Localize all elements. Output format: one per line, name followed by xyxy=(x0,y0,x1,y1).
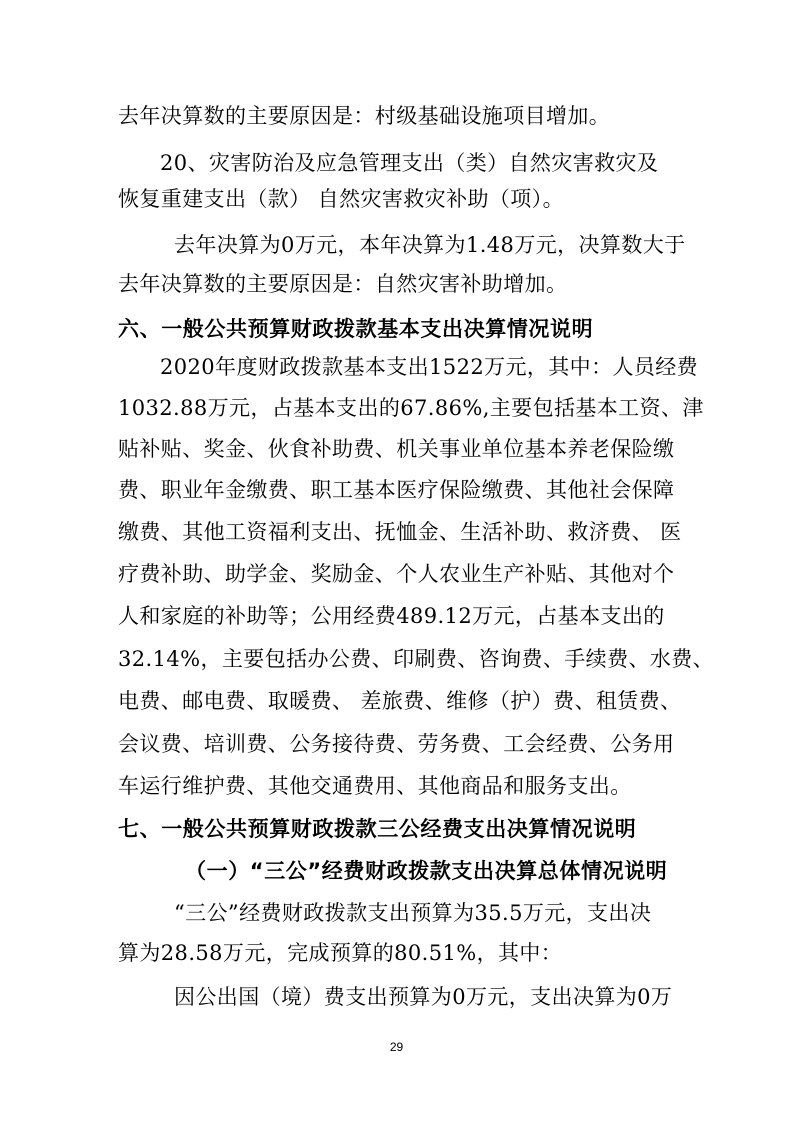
subsection-heading: （一）“三公”经费财政拨款支出决算总体情况说明 xyxy=(185,859,668,883)
body-text-line: 疗费补助、助学金、奖励金、个人农业生产补贴、其他对个 xyxy=(118,562,675,586)
body-text-line: 32.14%，主要包括办公费、印刷费、咨询费、手续费、水费、 xyxy=(118,647,715,671)
section-heading: 六、一般公共预算财政拨款基本支出决算情况说明 xyxy=(118,317,594,341)
body-text-line: 会议费、培训费、公务接待费、劳务费、工会经费、公务用 xyxy=(118,732,675,756)
body-text-line: 去年决算数的主要原因是：村级基础设施项目增加。 xyxy=(118,104,611,128)
body-text-line: 缴费、其他工资福利支出、抚恤金、生活补助、救济费、 医 xyxy=(118,520,682,544)
body-text-line: 车运行维护费、其他交通费用、其他商品和服务支出。 xyxy=(118,774,632,798)
body-text-line: 电费、邮电费、取暖费、 差旅费、维修（护）费、租赁费、 xyxy=(118,689,682,713)
body-text-line: 人和家庭的补助等；公用经费489.12万元，占基本支出的 xyxy=(118,604,665,628)
body-text-line: 因公出国（境）费支出预算为0万元，支出决算为0万 xyxy=(174,985,673,1009)
body-text-line: 20、灾害防治及应急管理支出（类）自然灾害救灾及 xyxy=(160,151,659,175)
body-text-line: “三公”经费财政拨款支出预算为35.5万元，支出决 xyxy=(174,901,652,925)
body-text-line: 去年决算数的主要原因是：自然灾害补助增加。 xyxy=(118,272,568,296)
section-heading: 七、一般公共预算财政拨款三公经费支出决算情况说明 xyxy=(118,817,637,841)
body-text-line: 2020年度财政拨款基本支出1522万元，其中：人员经费 xyxy=(160,355,699,379)
body-text-line: 1032.88万元，占基本支出的67.86%,主要包括基本工资、津 xyxy=(118,396,704,420)
body-text-line: 去年决算为0万元，本年决算为1.48万元，决算数大于 xyxy=(174,233,686,257)
body-text-line: 费、职业年金缴费、职工基本医疗保险缴费、其他社会保障 xyxy=(118,478,675,502)
body-text-line: 贴补贴、奖金、伙食补助费、机关事业单位基本养老保险缴 xyxy=(118,437,675,461)
body-text-line: 算为28.58万元，完成预算的80.51%，其中： xyxy=(118,941,563,965)
page-number: 29 xyxy=(389,1040,404,1054)
body-text-line: 恢复重建支出（款） 自然灾害救灾补助（项）。 xyxy=(118,187,564,211)
